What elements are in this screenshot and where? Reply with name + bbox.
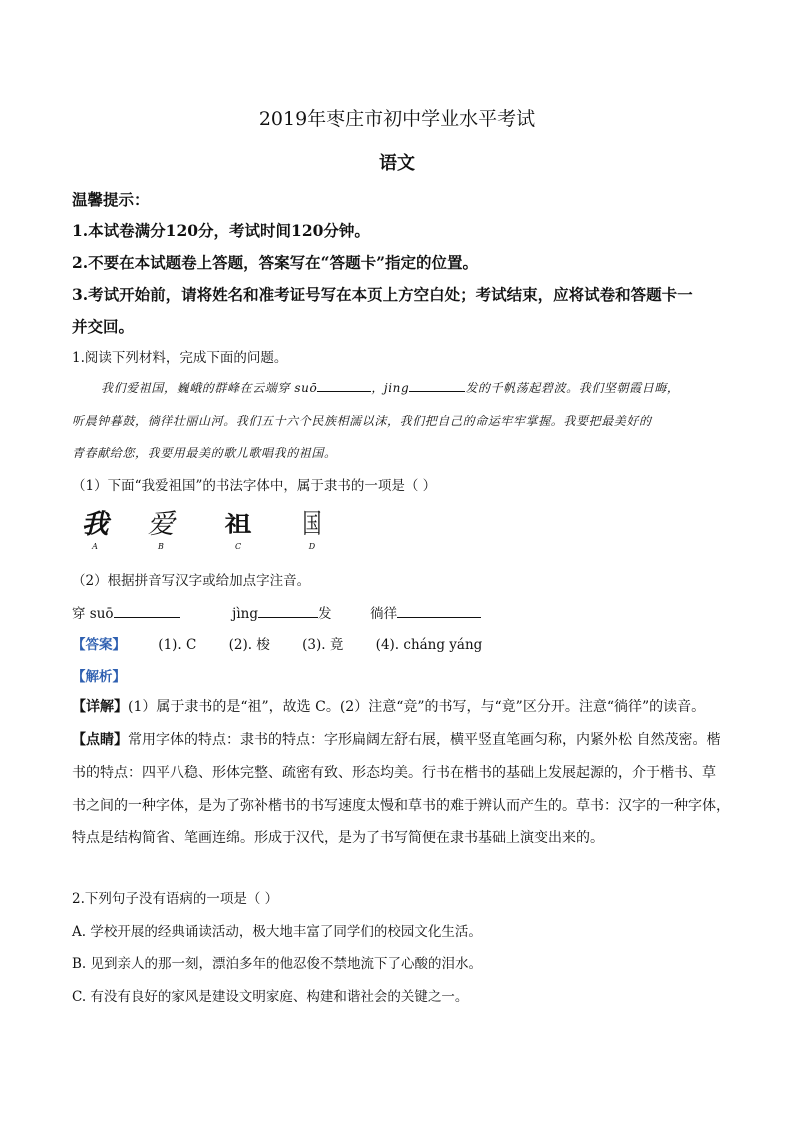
- point-text: 书之间的一种字体，是为了弥补楷书的书写速度太慢和草书的难于辨认而产生的。草书：汉字的一种字体，: [72, 798, 730, 814]
- answer-item: (2). 梭: [228, 637, 270, 653]
- notice-item: 并交回。: [72, 317, 135, 336]
- point-row: [72, 729, 720, 749]
- q1-stem: 1.阅读下列材料，完成下面的问题。: [72, 350, 288, 366]
- page-title: 2019年枣庄市初中学业水平考试: [258, 108, 536, 130]
- answer-item: (4). cháng yáng: [375, 637, 483, 653]
- option-letter: B: [158, 542, 164, 551]
- calligraphy-option-b: [136, 510, 186, 551]
- point-tag: 【点睛】: [72, 732, 128, 748]
- option-letter: A: [92, 542, 98, 551]
- notice-item: 2.不要在本试题卷上答题，答案写在“答题卡”指定的位置。: [72, 253, 479, 272]
- detail-text: (1）属于隶书的是“祖”，故选 C。(2）注意“竞”的书写，与“竟”区分开。注意“徜徉”的读音。: [128, 699, 706, 715]
- material-line-2: 听晨钟暮鼓，徜徉壮丽山河。我们五十六个民族相濡以沫，我们把自己的命运牢牢掌握。我要把最美好的: [72, 414, 652, 428]
- point-text: 常用字体的特点：隶书的特点：字形扁阔左舒右展，横平竖直笔画匀称，内紧外松 自然茂密。楷: [128, 732, 721, 748]
- q2-option: C. 有没有良好的家风是建设文明家庭、构建和谐社会的关键之一。: [72, 989, 469, 1005]
- detail-row: [72, 696, 705, 716]
- notice-item: 1.本试卷满分120分，考试时间120分钟。: [72, 221, 370, 240]
- fill-label: 穿 suō: [72, 606, 114, 622]
- answer-row: [72, 633, 510, 653]
- calligraphy-option-a: [70, 510, 120, 551]
- material-text: 我们爱祖国，巍峨的群峰在云端穿 suō: [101, 381, 318, 395]
- calligraphy-glyph: 爱: [147, 509, 175, 540]
- notice-item: 3.考试开始前，请将姓名和准考证号写在本页上方空白处；考试结束，应将试卷和答题卡一: [72, 285, 693, 304]
- fill-blank-row: [72, 602, 481, 622]
- analysis-tag: 【解析】: [72, 669, 126, 685]
- blank-line: [317, 379, 371, 392]
- answer-item: (3). 竟: [302, 637, 344, 653]
- q1-sub2: （2）根据拼音写汉字或给加点字注音。: [72, 573, 311, 589]
- notice-heading: 温馨提示：: [72, 190, 150, 209]
- fill-label: 徜徉: [370, 606, 398, 622]
- material-text: ，jing: [371, 381, 410, 395]
- detail-tag: 【详解】: [72, 699, 128, 715]
- calligraphy-option-c: [213, 510, 263, 551]
- page-subtitle: 语文: [379, 153, 415, 174]
- calligraphy-glyph: 我: [81, 509, 109, 540]
- point-text: 书的特点：四平八稳、形体完整、疏密有致、形态均美。行书在楷书的基础上发展起源的，介于楷书、草: [72, 765, 716, 781]
- fill-label: jìng: [232, 606, 258, 622]
- q1-sub1: （1）下面“我爱祖国”的书法字体中，属于隶书的一项是（ ）: [72, 478, 437, 494]
- answer-item: (1). C: [158, 637, 197, 653]
- calligraphy-glyph: 祖: [224, 512, 252, 537]
- blank-line: [397, 605, 481, 618]
- option-letter: D: [308, 542, 316, 551]
- blank-line: [114, 605, 180, 618]
- option-letter: C: [234, 542, 242, 551]
- calligraphy-option-d: [287, 510, 337, 551]
- q2-option: B. 见到亲人的那一刻，漂泊多年的他忍俊不禁地流下了心酸的泪水。: [72, 956, 483, 972]
- blank-line: [258, 605, 318, 618]
- analysis-row: [72, 665, 126, 685]
- fill-label: 发: [317, 606, 332, 622]
- point-text: 特点是结构简省、笔画连绵。形成于汉代，是为了书写简便在隶书基础上演变出来的。: [72, 830, 604, 846]
- material-line-3: 青春献给您，我要用最美的歌儿歌唱我的祖国。: [72, 446, 337, 460]
- material-line-1: [101, 379, 680, 396]
- blank-line: [409, 379, 465, 392]
- q2-option: A. 学校开展的经典诵读活动，极大地丰富了同学们的校园文化生活。: [72, 924, 482, 940]
- answer-tag: 【答案】: [72, 637, 126, 653]
- calligraphy-glyph: 国: [302, 509, 322, 540]
- material-text: 发的千帆荡起碧波。我们坚朝霞日晦，: [465, 381, 680, 395]
- q2-stem: 2.下列句子没有语病的一项是（ ）: [72, 891, 279, 907]
